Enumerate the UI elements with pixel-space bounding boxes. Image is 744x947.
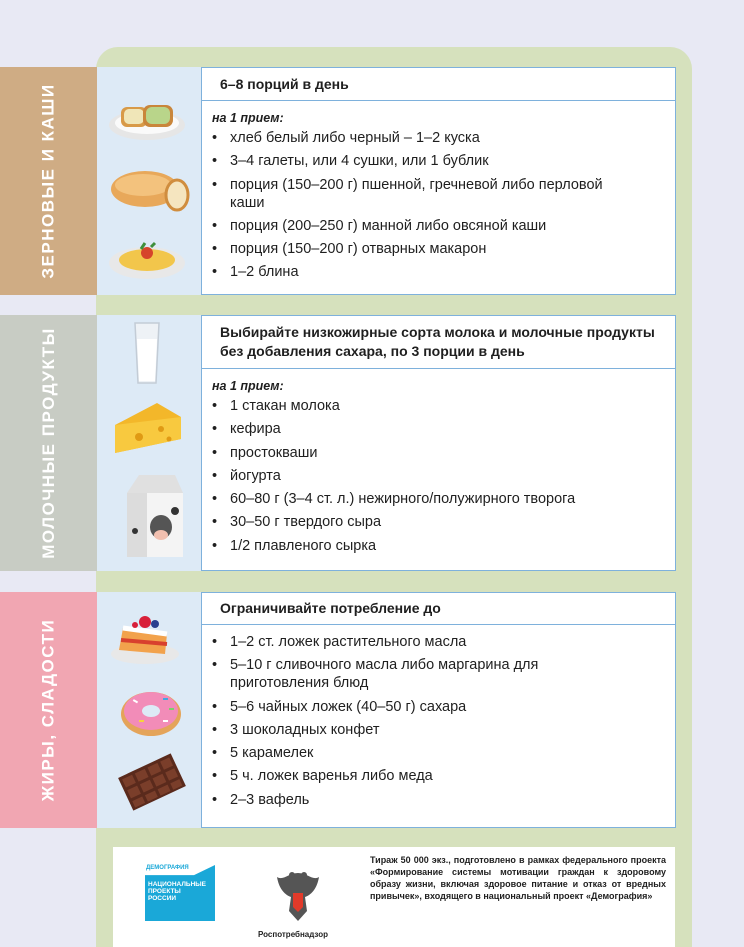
list-item: • 1/2 плавленого сырка (212, 537, 665, 555)
list-item: • 30–50 г твердого сыра (212, 513, 665, 531)
header-grains: 6–8 порций в день (202, 68, 675, 101)
header-fats: Ограничивайте потребление до (202, 593, 675, 625)
list-item: • 3–4 галеты, или 4 сушки, или 1 бублик (212, 152, 665, 170)
content-fats (201, 592, 676, 828)
demography-label: ДЕМОГРАФИЯ (146, 865, 189, 871)
list-item: • простокваши (212, 444, 665, 462)
emblem-icon (275, 867, 321, 925)
list-fats (202, 625, 675, 809)
agency-name: Роспотребнадзор (258, 930, 328, 939)
donut-icon (119, 686, 183, 738)
milk-carton-icon (119, 471, 185, 561)
list-grains (202, 129, 675, 281)
list-dairy (202, 397, 675, 555)
pasta-plate-icon (107, 235, 187, 283)
milk-glass-icon (133, 321, 161, 387)
list-item: • 5–6 чайных ложек (40–50 г) сахара (212, 698, 665, 716)
list-item: • йогурта (212, 467, 665, 485)
side-label-grains: ЗЕРНОВЫЕ И КАШИ (0, 67, 97, 295)
list-item: • 5–10 г сливочного масла либо маргарина для приготовления блюд (212, 656, 665, 692)
toast-plate-icon (107, 93, 187, 143)
image-column-grains (97, 67, 201, 295)
list-item: • 3 шоколадных конфет (212, 721, 665, 739)
bread-loaf-icon (105, 163, 193, 213)
list-item: • кефира (212, 420, 665, 438)
subheader-dairy: на 1 прием: (212, 379, 284, 393)
list-item: • 1–2 блина (212, 263, 665, 281)
list-item: • 60–80 г (3–4 ст. л.) нежирного/полужирного творога (212, 490, 665, 508)
content-dairy (201, 315, 676, 571)
list-item: • 1 стакан молока (212, 397, 665, 415)
header-dairy: Выбирайте низкожирные сорта молока и молочные продукты без добавления сахара, по 3 порции в день (202, 316, 675, 369)
section-dairy (0, 315, 676, 571)
cheese-icon (111, 399, 185, 457)
list-item: • порция (200–250 г) манной либо овсяной каши (212, 217, 665, 235)
footer-text: Тираж 50 000 экз., подготовлено в рамках федерального проекта «Формирование системы мотивации граждан к здоровому образу жизни, включая здоровое питание и отказ от вредных привычек», входящего в национальный проект «Демография» (370, 855, 666, 901)
list-item: • порция (150–200 г) отварных макарон (212, 240, 665, 258)
list-item: • 2–3 вафель (212, 791, 665, 809)
list-item: • 5 карамелек (212, 744, 665, 762)
side-label-fats: ЖИРЫ, СЛАДОСТИ (0, 592, 97, 828)
side-label-dairy: МОЛОЧНЫЕ ПРОДУКТЫ (0, 315, 97, 571)
list-item: • 1–2 ст. ложек растительного масла (212, 633, 665, 651)
subheader-grains: на 1 прием: (212, 111, 284, 125)
section-grains (0, 67, 676, 295)
content-grains (201, 67, 676, 295)
image-column-dairy (97, 315, 201, 571)
national-projects-text: НАЦИОНАЛЬНЫЕ ПРОЕКТЫ РОССИИ (148, 881, 206, 902)
footer (113, 847, 675, 947)
cake-slice-icon (109, 610, 181, 666)
section-fats (0, 592, 676, 828)
list-item: • хлеб белый либо черный – 1–2 куска (212, 129, 665, 147)
chocolate-bar-icon (117, 752, 187, 812)
list-item: • 5 ч. ложек варенья либо меда (212, 767, 665, 785)
image-column-fats (97, 592, 201, 828)
list-item: • порция (150–200 г) пшенной, гречневой либо перловой каши (212, 176, 665, 212)
